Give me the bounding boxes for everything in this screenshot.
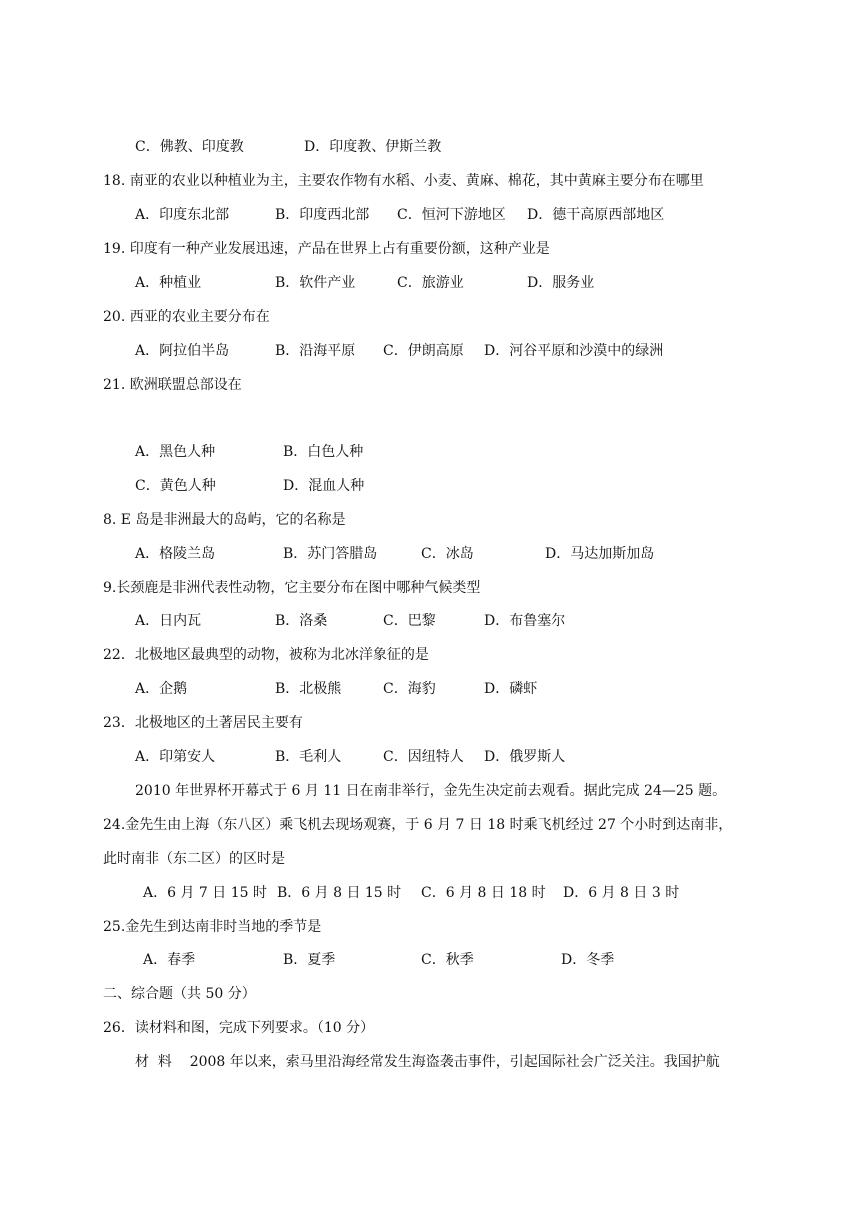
option-d: D．服务业: [527, 275, 595, 291]
question-24-continued: 此时南非（东二区）的区时是: [103, 851, 285, 867]
option-d: D．俄罗斯人: [484, 749, 566, 765]
question-22: 22．北极地区最典型的动物，被称为北冰洋象征的是: [103, 647, 429, 663]
option-b: B．印度西北部: [275, 207, 370, 223]
option-d: D．河谷平原和沙漠中的绿洲: [484, 343, 664, 359]
question-19: 19. 印度有一种产业发展迅速，产品在世界上占有重要份额，这种产业是: [103, 241, 550, 257]
question-9: 9.长颈鹿是非洲代表性动物，它主要分布在图中哪种气候类型: [103, 580, 481, 596]
option-c: C．巴黎: [383, 613, 436, 629]
option-d: D．布鲁塞尔: [484, 613, 566, 629]
option-b: B．白色人种: [283, 444, 364, 460]
option-d: D．印度教、伊斯兰教: [304, 139, 442, 155]
option-c: C．黄色人种: [135, 478, 216, 494]
option-b: B．洛桑: [275, 613, 328, 629]
option-b: B．沿海平原: [275, 343, 356, 359]
option-d: D．马达加斯加岛: [545, 546, 655, 562]
option-b: B．苏门答腊岛: [283, 546, 378, 562]
option-a: A．种植业: [135, 275, 202, 291]
option-a: A．日内瓦: [135, 613, 202, 629]
option-c: C．佛教、印度教: [135, 139, 244, 155]
option-a: A．6 月 7 日 15 时: [143, 885, 267, 901]
option-c: C．6 月 8 日 18 时: [421, 885, 546, 901]
question-24: 24.金先生由上海（东八区）乘飞机去现场观赛，于 6 月 7 日 18 时乘飞机经过 27 个小时到达南非，: [103, 817, 733, 833]
option-a: A．印第安人: [135, 749, 216, 765]
question-21: 21. 欧洲联盟总部设在: [103, 377, 242, 393]
question-18: 18. 南亚的农业以种植业为主，主要农作物有水稻、小麦、黄麻、棉花，其中黄麻主要分布在哪里: [103, 173, 704, 189]
option-b: B．北极熊: [275, 681, 342, 697]
section-heading: 二、综合题（共 50 分）: [103, 986, 256, 1002]
option-a: A．黑色人种: [135, 444, 216, 460]
option-a: A．格陵兰岛: [135, 546, 216, 562]
option-b: B．夏季: [283, 952, 336, 968]
option-a: A．印度东北部: [135, 207, 230, 223]
passage-intro: 2010 年世界杯开幕式于 6 月 11 日在南非举行，金先生决定前去观看。据此完成 24—25 题。: [135, 783, 727, 799]
question-23: 23．北极地区的土著居民主要有: [103, 715, 303, 731]
question-20: 20. 西亚的农业主要分布在: [103, 309, 270, 325]
option-c: C．旅游业: [397, 275, 464, 291]
option-c: C．冰岛: [421, 546, 474, 562]
option-c: C．海豹: [383, 681, 436, 697]
option-d: D．磷虾: [484, 681, 538, 697]
option-c: C．秋季: [421, 952, 474, 968]
option-a: A．企鹅: [135, 681, 188, 697]
option-c: C．因纽特人: [383, 749, 464, 765]
option-c: C．伊朗高原: [383, 343, 464, 359]
option-a: A．阿拉伯半岛: [135, 343, 230, 359]
option-a: A．春季: [143, 952, 196, 968]
option-b: B．软件产业: [275, 275, 356, 291]
option-d: D．6 月 8 日 3 时: [563, 885, 680, 901]
question-26: 26．读材料和图，完成下列要求。（10 分）: [103, 1020, 375, 1036]
question-8: 8. E 岛是非洲最大的岛屿，它的名称是: [103, 512, 346, 528]
option-d: D．德干高原西部地区: [527, 207, 665, 223]
option-c: C．恒河下游地区: [397, 207, 506, 223]
option-d: D．混血人种: [283, 478, 365, 494]
material-text: 材 料 2008 年以来，索马里沿海经常发生海盗袭击事件，引起国际社会广泛关注。我国护航: [135, 1054, 720, 1070]
option-d: D．冬季: [561, 952, 615, 968]
question-25: 25.金先生到达南非时当地的季节是: [103, 919, 322, 935]
option-b: B．毛利人: [275, 749, 342, 765]
option-b: B．6 月 8 日 15 时: [277, 885, 402, 901]
